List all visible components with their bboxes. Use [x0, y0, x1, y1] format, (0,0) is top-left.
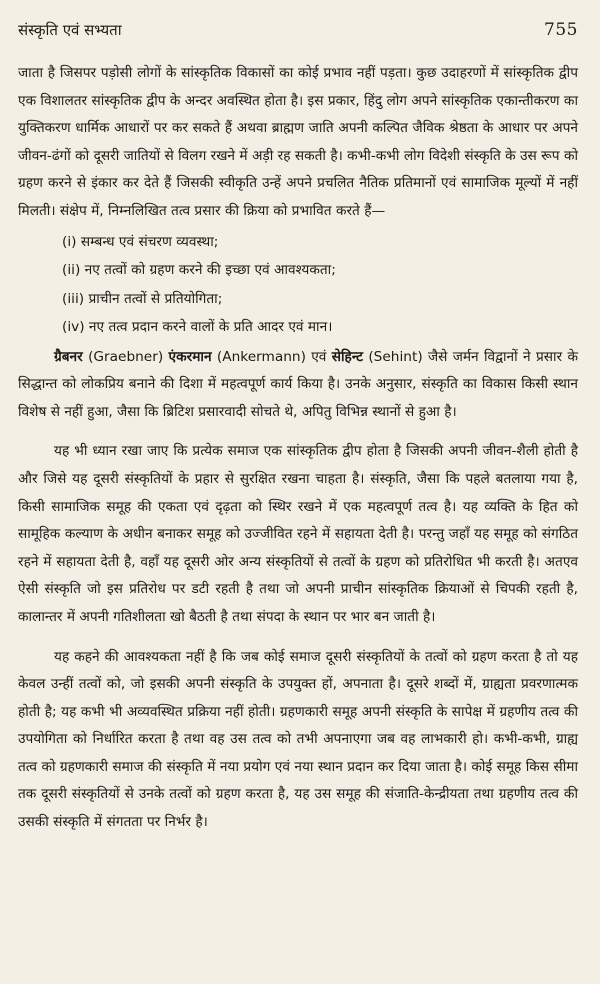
scholar-name-graebner: ग्रैबनर	[54, 348, 83, 365]
list-item: (i) सम्बन्ध एवं संचरण व्यवस्था;	[62, 233, 219, 250]
list-item: (iv) नए तत्व प्रदान करने वालों के प्रति आदर एवं मान।	[62, 319, 333, 336]
paragraph-gap	[18, 632, 578, 644]
paragraph-2-rest: (Sehint) जैसे जर्मन विद्वानों ने प्रसार के सिद्धान्त को लोकप्रिय बनाने की दिशा में महत्वपूर्ण कार्य किया है। उनके अनुसार, संस्कृति का विकास किसी स्थान विशेष से नहीं हुआ, जैसा कि ब्रिटिश प्रसारवादी सोचते थे, अपितु विभिन्न स्थानों से हुआ है।	[18, 348, 578, 420]
scholar-name-ankermann: एंकरमान	[168, 348, 212, 365]
paragraph-4: यह कहने की आवश्यकता नहीं है कि जब कोई समाज दूसरी संस्कृतियों के तत्वों को ग्रहण करता है तो यह केवल उन्हीं तत्वों को, जो इसकी अपनी संस्कृति के उपयुक्त हों, अपनाता है। दूसरे शब्दों में, ग्राह्यता प्रवरणात्मक होती है; यह कभी भी अव्यवस्थित प्रक्रिया नहीं होती। ग्रहणकारी समूह अपनी संस्कृति के सापेक्ष में ग्रहणीय तत्व की उपयोगिता को निर्धारित करता है तथा वह उस तत्व को तभी अपनाएगा जब वह लाभकारी हो। कभी-कभी, ग्राह्य तत्व को ग्रहणकारी समाज की संस्कृति में नया प्रयोग एवं नया स्थान प्रदान कर दिया जाता है। कोई समूह किस सीमा तक दूसरी संस्कृतियों से उनके तत्वों को ग्रहण करता है, यह उस समूह की संजाति-केन्द्रीयता तथा ग्रहणीय तत्व की उसकी संस्कृति में संगतता पर निर्भर है।	[18, 648, 578, 831]
running-title: संस्कृति एवं सभ्यता	[18, 21, 122, 39]
scholar-latin-ankermann: (Ankermann) एवं	[211, 348, 332, 365]
paragraph-gap	[18, 426, 578, 438]
scholar-latin-graebner: (Graebner)	[82, 348, 169, 365]
paragraph-3: यह भी ध्यान रखा जाए कि प्रत्येक समाज एक सांस्कृतिक द्वीप होता है जिसकी अपनी जीवन-शैली होती है और जिसे यह दूसरी संस्कृतियों के प्रहार से सुरक्षित रखना चाहता है। संस्कृति, जैसा कि पहले बतलाया गया है, किसी सामाजिक समूह की एकता एवं दृढ़ता को स्थिर रखने में एक महत्वपूर्ण तत्व है। यह व्यक्ति के हित को सामूहिक कल्याण के अधीन बनाकर समूह को उज्जीवित रहने में सहायता देती है। परन्तु जहाँ यह समूह को संगठित रहने में सहायता देती है, वहाँ यह दूसरी ओर अन्य संस्कृतियों से तत्वों के ग्रहण को प्रतिरोधित भी करती है। अतएव ऐसी संस्कृति जो इस प्रतिरोध पर डटी रहती है तथा जो अपनी प्राचीन सांस्कृतिक क्रियाओं से चिपकी रहती है, कालान्तर में अपनी गतिशीलता खो बैठती है तथा संपदा के स्थान पर भार बन जाती है।	[18, 443, 578, 625]
list-item: (iii) प्राचीन तत्वों से प्रतियोगिता;	[62, 290, 223, 307]
factor-list	[18, 228, 578, 342]
page-number: 755	[544, 20, 578, 40]
running-header	[18, 20, 578, 48]
paragraph-1: जाता है जिसपर पड़ोसी लोगों के सांस्कृतिक विकासों का कोई प्रभाव नहीं पड़ता। कुछ उदाहरणों में सांस्कृतिक द्वीप एक विशालतर सांस्कृतिक द्वीप के अन्दर अवस्थित होता है। इस प्रकार, हिंदु लोग अपने सांस्कृतिक एकान्तीकरण का युक्तिकरण धार्मिक आधारों पर कर सकते हैं अथवा ब्राह्मण जाति अपनी कल्पित जैविक श्रेष्ठता के आधार पर अपने जीवन-ढंगों को दूसरी जातियों से विलग रखने में अड़ी रह सकती है। कभी-कभी लोग विदेशी संस्कृति के उस रूप को ग्रहण करने से इंकार कर देते हैं जिसकी स्वीकृति उन्हें अपने प्रचलित नैतिक प्रतिमानों एवं सामाजिक मूल्यों में नहीं मिलती। संक्षेप में, निम्नलिखित तत्व प्रसार की क्रिया को प्रभावित करते हैं—	[18, 65, 578, 219]
paragraph-2	[18, 344, 578, 427]
list-item: (ii) नए तत्वों को ग्रहण करने की इच्छा एवं आवश्यकता;	[62, 262, 336, 279]
scholar-name-sehint: सेहिन्ट	[331, 348, 364, 365]
body-text	[18, 60, 578, 837]
